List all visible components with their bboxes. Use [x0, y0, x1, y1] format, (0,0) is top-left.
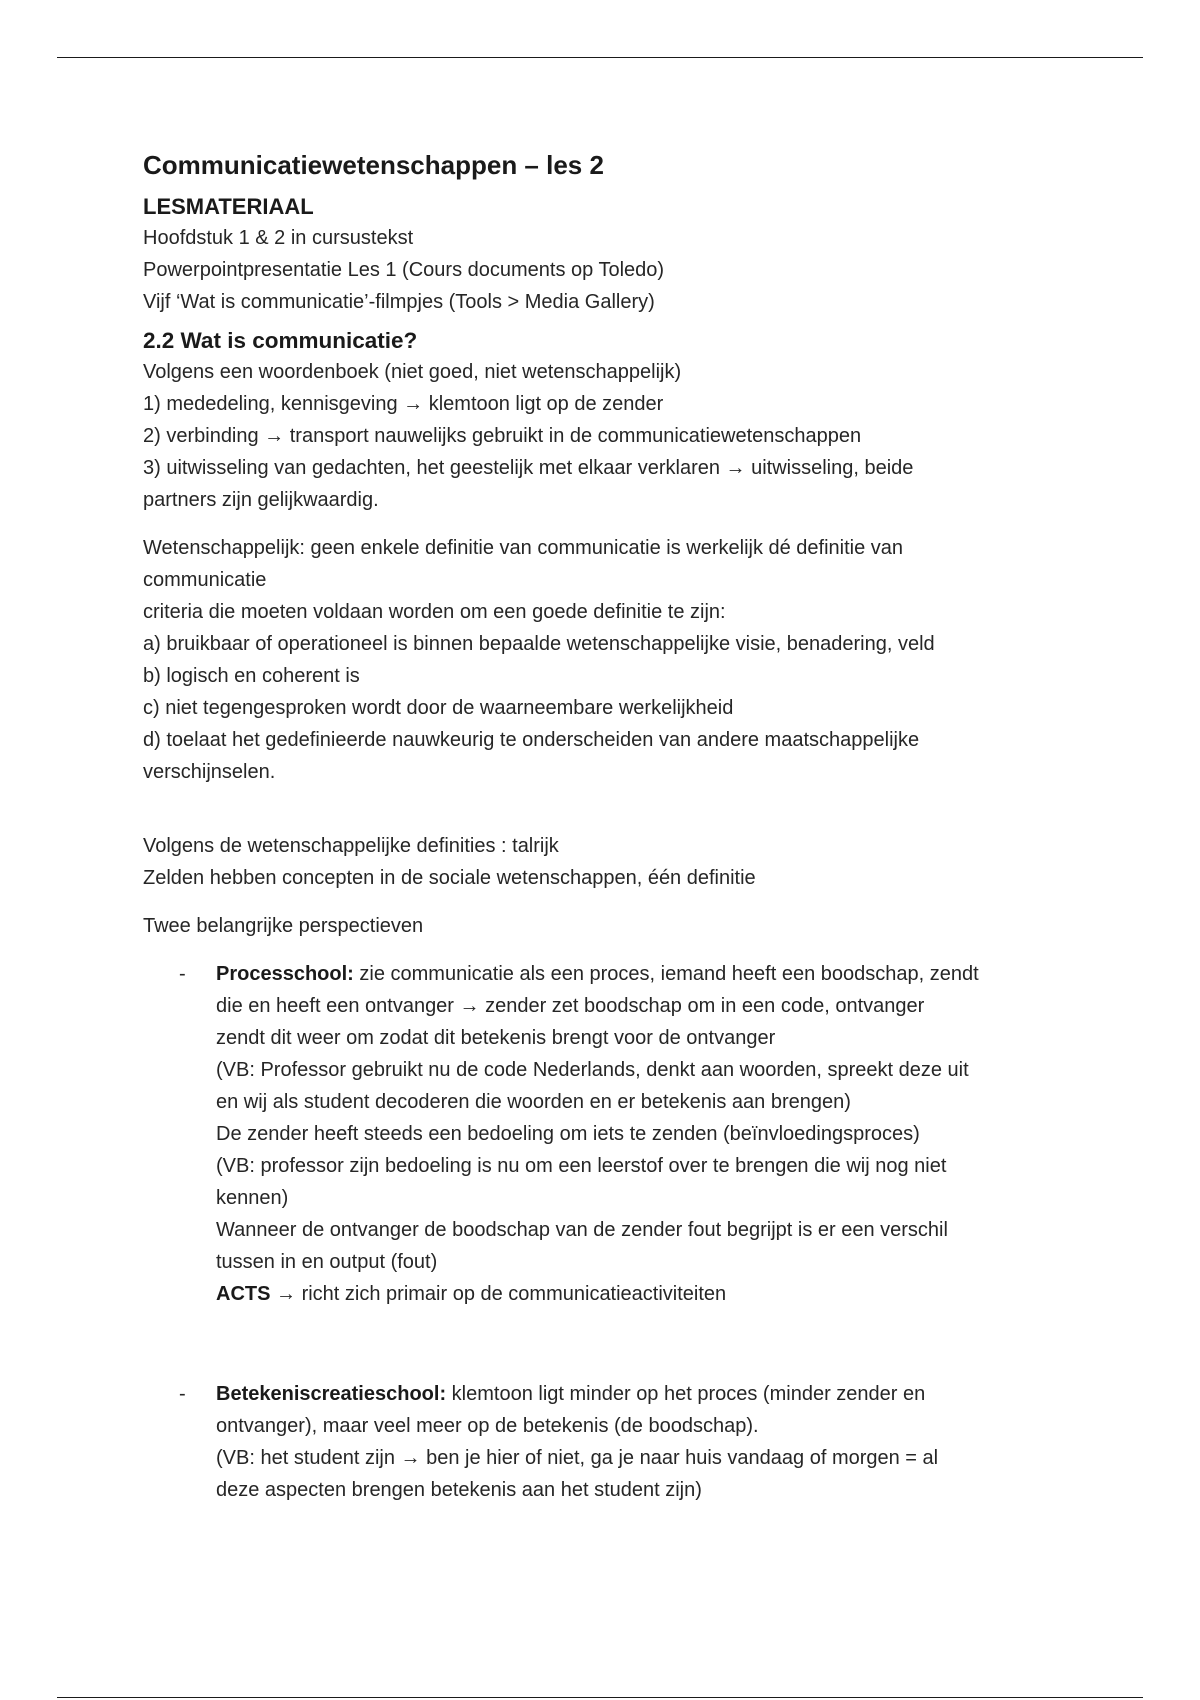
- header-rule: [57, 57, 1143, 58]
- text-line: a) bruikbaar of operationeel is binnen bepaalde wetenschappelijke visie, benadering, veld: [143, 633, 935, 655]
- bullet-betekeniscreatieschool: [143, 1378, 1063, 1506]
- text-line: c) niet tegengesproken wordt door de waarneembare werkelijkheid: [143, 697, 734, 719]
- bullet-text: zie communicatie als een proces, iemand heeft een boodschap, zendt: [353, 963, 979, 985]
- text-line: 2) verbinding → transport nauwelijks gebruikt in de communicatiewetenschappen: [143, 425, 862, 447]
- text-line: Wetenschappelijk: geen enkele definitie van communicatie is werkelijk dé definitie van: [143, 537, 904, 559]
- bullet-first-line: [216, 1378, 1063, 1410]
- term-processchool: Processchool:: [216, 963, 354, 985]
- text-line: zendt dit weer om zodat dit betekenis brengt voor de ontvanger: [216, 1027, 776, 1049]
- text-line: ontvanger), maar veel meer op de betekenis (de boodschap).: [216, 1415, 759, 1437]
- material-heading: LESMATERIAAL: [143, 194, 314, 219]
- perspectives-intro: Twee belangrijke perspectieven: [143, 915, 424, 937]
- text-line: verschijnselen.: [143, 761, 276, 783]
- acts-text: → richt zich primair op de communicatieactiviteiten: [270, 1283, 727, 1305]
- material-list: [143, 222, 1063, 318]
- text-line: en wij als student decoderen die woorden en er betekenis aan brengen): [216, 1091, 851, 1113]
- scientific-block: [143, 532, 1063, 788]
- material-item: Hoofdstuk 1 & 2 in cursustekst: [143, 227, 414, 249]
- text-line: (VB: het student zijn → ben je hier of niet, ga je naar huis vandaag of morgen = al: [216, 1447, 939, 1469]
- text-line: 1) mededeling, kennisgeving → klemtoon ligt op de zender: [143, 393, 664, 415]
- text-line: die en heeft een ontvanger → zender zet boodschap om in een code, ontvanger: [216, 995, 925, 1017]
- text-line: (VB: Professor gebruikt nu de code Nederlands, denkt aan woorden, spreekt deze uit: [216, 1059, 969, 1081]
- text-line: (VB: professor zijn bedoeling is nu om een leerstof over te brengen die wij nog niet: [216, 1155, 947, 1177]
- term-betekeniscreatieschool: Betekeniscreatieschool:: [216, 1383, 447, 1405]
- bullet-dash: -: [179, 1383, 186, 1405]
- text-line: deze aspecten brengen betekenis aan het student zijn): [216, 1479, 702, 1501]
- text-line: De zender heeft steeds een bedoeling om iets te zenden (beïnvloedingsproces): [216, 1123, 920, 1145]
- material-item: Powerpointpresentatie Les 1 (Cours documents op Toledo): [143, 259, 665, 281]
- dictionary-block: [143, 356, 1063, 516]
- text-line: communicatie: [143, 569, 267, 591]
- bullet-first-line: [216, 958, 1063, 990]
- definitions-block: [143, 830, 1063, 894]
- document-body: [143, 148, 1063, 1506]
- material-item: Vijf ‘Wat is communicatie’-filmpjes (Tools > Media Gallery): [143, 291, 655, 313]
- text-line: tussen in en output (fout): [216, 1251, 438, 1273]
- text-line: Volgens de wetenschappelijke definities : talrijk: [143, 835, 559, 857]
- section-heading: 2.2 Wat is communicatie?: [143, 328, 418, 353]
- page-title: Communicatiewetenschappen – les 2: [143, 150, 604, 180]
- bullet-processchool: [143, 958, 1063, 1310]
- bullet-text: klemtoon ligt minder op het proces (minder zender en: [446, 1383, 926, 1405]
- text-line: Zelden hebben concepten in de sociale wetenschappen, één definitie: [143, 867, 756, 889]
- bullet-dash: -: [179, 963, 186, 985]
- term-acts: ACTS: [216, 1283, 271, 1305]
- text-line: Wanneer de ontvanger de boodschap van de zender fout begrijpt is er een verschil: [216, 1219, 948, 1241]
- text-line: Volgens een woordenboek (niet goed, niet wetenschappelijk): [143, 361, 682, 383]
- text-line: b) logisch en coherent is: [143, 665, 360, 687]
- text-line: d) toelaat het gedefinieerde nauwkeurig te onderscheiden van andere maatschappelijke: [143, 729, 920, 751]
- text-line: partners zijn gelijkwaardig.: [143, 489, 379, 511]
- text-line: criteria die moeten voldaan worden om een goede definitie te zijn:: [143, 601, 726, 623]
- text-line: kennen): [216, 1187, 289, 1209]
- acts-line: [216, 1278, 1063, 1310]
- footer-rule: [57, 1697, 1143, 1698]
- text-line: 3) uitwisseling van gedachten, het geestelijk met elkaar verklaren → uitwisseling, beide: [143, 457, 914, 479]
